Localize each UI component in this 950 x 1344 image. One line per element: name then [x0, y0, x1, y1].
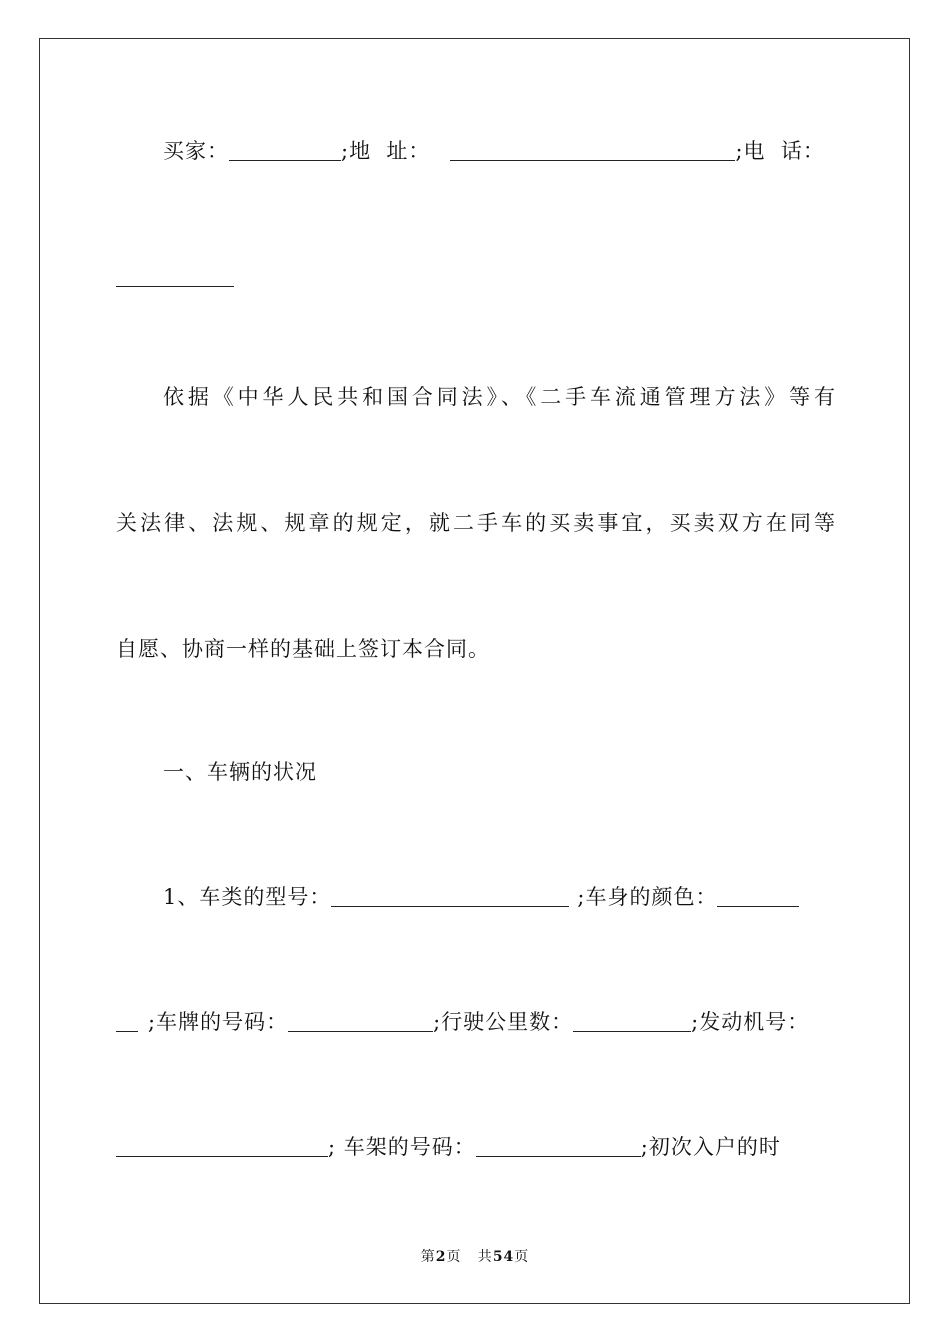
phone-blank-line [116, 262, 836, 292]
total-pages-number: 54 [492, 1249, 515, 1265]
separator: ; [735, 139, 744, 163]
footer-suffix: 页 [514, 1249, 530, 1265]
preamble-line-2: 关法律、法规、规章的规定，就二手车的买卖事宜，买卖双方在同等 [116, 511, 836, 535]
address-label: 地 址： [349, 139, 431, 163]
plate-blank[interactable] [288, 1011, 433, 1032]
footer-prefix: 第 [420, 1249, 436, 1265]
vehicle-line-1 [163, 882, 836, 912]
separator: ; [341, 139, 350, 163]
frame-label: ; 车架的号码： [328, 1135, 476, 1159]
model-label: 1、车类的型号： [163, 885, 332, 909]
mileage-blank[interactable] [573, 1011, 691, 1032]
engine-blank[interactable] [116, 1136, 328, 1157]
vehicle-line-2 [116, 1007, 836, 1037]
color-blank-cont[interactable] [116, 1011, 138, 1032]
first-reg-label: ;初次入户的时 [640, 1135, 781, 1159]
buyer-info-line [163, 136, 836, 166]
preamble-line-1: 依据《中华人民共和国合同法》、《二手车流通管理方法》等有 [163, 385, 836, 409]
page-border [39, 38, 910, 1304]
section-heading: 一、车辆的状况 [163, 760, 317, 784]
address-blank[interactable] [450, 140, 735, 161]
phone-blank[interactable] [116, 266, 234, 287]
color-blank[interactable] [717, 886, 799, 907]
phone-label: 电 话： [743, 139, 825, 163]
engine-label: ;发动机号： [691, 1010, 810, 1034]
current-page-number: 2 [435, 1249, 447, 1265]
vehicle-line-3 [116, 1132, 836, 1162]
page-footer [0, 1246, 950, 1266]
preamble-line-3: 自愿、协商一样的基础上签订本合同。 [116, 637, 490, 661]
frame-blank[interactable] [476, 1136, 641, 1157]
buyer-blank[interactable] [229, 140, 341, 161]
color-label: ;车身的颜色： [577, 885, 718, 909]
mileage-label: ;行驶公里数： [433, 1010, 574, 1034]
footer-mid: 页 共 [446, 1249, 493, 1265]
model-blank[interactable] [331, 886, 569, 907]
plate-label: ;车牌的号码： [148, 1010, 289, 1034]
buyer-label: 买家： [163, 139, 229, 163]
